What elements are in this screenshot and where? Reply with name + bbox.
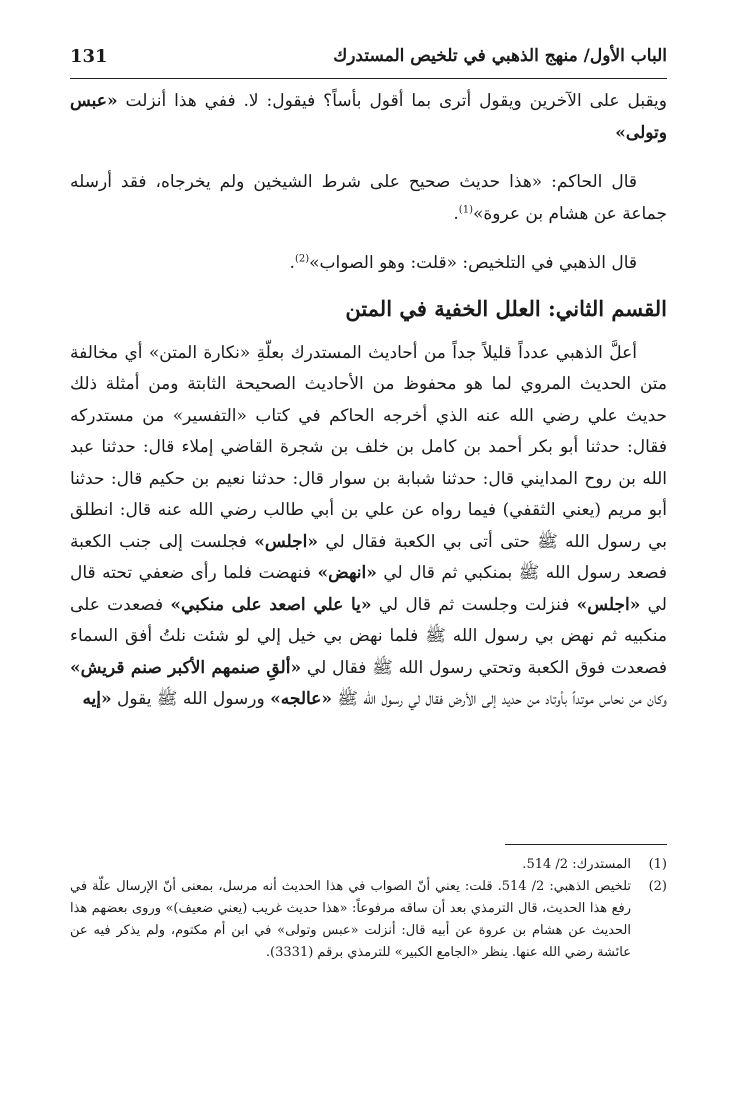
footnote-2: [70, 876, 667, 964]
footnote-ref-1[interactable]: (1): [458, 203, 473, 215]
paragraph-3-text: قال الذهبي في التلخيص: «قلت: وهو الصواب»: [309, 253, 637, 273]
quote-handle: «عالجه»: [270, 689, 332, 709]
paragraph-4-text-e: فنزلت وجلست ثم قال لي: [378, 594, 570, 615]
footnote-number: (1): [648, 857, 667, 872]
paragraph-2: قال الحاكم: «هذا حديث صحيح على شرط الشيخين ولم يخرجاه، فقد أرسله جماعة عن هشام بن عروة»$^{(1)}$.: [70, 172, 667, 224]
quote-rise: «انهض»: [317, 563, 377, 583]
paragraph-1-quote: «عبس وتولى»: [70, 91, 667, 143]
quote-continue: «إيه: [82, 689, 112, 709]
quote-idol: «ألقِ صنمهم الأكبر صنم قريش»: [70, 657, 302, 678]
paragraph-4-text-a: أعلَّ الذهبي عدداً قليلاً جداً من أحاديث المستدرك بعلّةِ «نكارة المتن» أي مخالفة متن الحديث المروي لما هو محفوظ من الأحاديث الصحيحة الثابتة ومن أمثلة ذلك حديث علي رضي الله عنه الذي أخرجه الحاكم في كتاب «التفسير» من مستدركه فقال: حدثنا أبو بكر أحمد بن كامل بن خلف بن شجرة القاضي إملاء قال: حدثنا عبد الله بن روح المدايني قال: حدثنا شبابة بن سوار قال: حدثنا نعيم بن حكيم قال: حدثنا أبو مريم (يعني الثقفي) فيما رواه عن علي بن أبي طالب رضي الله عنه قال: انطلق بي رسول الله ﷺ حتى أتى بي الكعبة فقال لي: [70, 342, 668, 552]
paragraph-4-text-h: ورسول الله ﷺ يقول: [117, 689, 265, 709]
footnote-text: تلخيص الذهبي: 2/ 514. قلت: يعني أنّ الصواب في هذا الحديث أنه مرسل، بمعنى أنّ الإرسال علّة في رفع هذا الحديث، قال الترمذي بعد أن ساقه مرفوعاً: «هذا حديث غريب (يعني ضعيف)» وروى بعضهم هذا الحديث عن هشام بن عروة عن أبيه قال: أنزلت «عبس وتولى» في ابن أم مكتوم، ولم يذكر فيه عن عائشة رضي الله عنها. ينظر «الجامع الكبير» للترمذي برقم (3331).: [70, 879, 631, 960]
paragraph-3: قال الذهبي في التلخيص: «قلت: وهو الصواب»$^{(2)}$.: [289, 253, 637, 273]
paragraph-2-text: قال الحاكم: «هذا حديث صحيح على شرط الشيخين ولم يخرجاه، فقد أرسله جماعة عن هشام بن عروة»: [70, 172, 667, 224]
page-header: [70, 40, 667, 79]
footnote-ref-2[interactable]: (2): [294, 253, 310, 265]
footnote-number: (2): [648, 879, 667, 894]
paragraph-1-text: ويقبل على الآخرين ويقول أترى بما أقول بأساً؟ فيقول: لا. ففي هذا أنزلت: [125, 91, 667, 111]
running-title: الباب الأول/ منهج الذهبي في تلخيص المستدرك: [333, 46, 667, 66]
paragraph-4-text-d: فنهضت فلما رأى ضعفي تحته قال لي: [70, 563, 667, 615]
footnotes: [70, 854, 667, 964]
footnote-divider: [505, 844, 667, 845]
footnote-1: [70, 854, 667, 876]
quote-sit-2: «اجلس»: [576, 594, 641, 615]
paragraph-4: [70, 338, 667, 716]
quote-climb: «يا علي اصعد على منكبي»: [170, 594, 372, 615]
page-number: 131: [70, 46, 108, 67]
paragraph-4-text-g: وكان من نحاس موتداً بأوتاد من حديد إلى الأرض فقال لي رسول الله ﷺ: [337, 689, 667, 709]
paragraph-4-text-c: فجلست إلى جنب الكعبة فصعد رسول الله ﷺ بمنكبي ثم قال لي: [70, 531, 668, 583]
quote-sit: «اجلس»: [254, 531, 318, 552]
section-heading: القسم الثاني: العلل الخفية في المتن: [345, 295, 667, 321]
footnote-text: المستدرك: 2/ 514.: [522, 857, 631, 872]
main-text: [70, 86, 667, 716]
paragraph-4-text-f: فصعدت على منكبيه ثم نهض بي رسول الله ﷺ فلما نهض بي خيل إلي لو شئت نلتُ أفق السماء فصعدت فوق الكعبة وتحتي رسول الله ﷺ فقال لي: [70, 594, 668, 678]
paragraph-1: [70, 86, 667, 149]
